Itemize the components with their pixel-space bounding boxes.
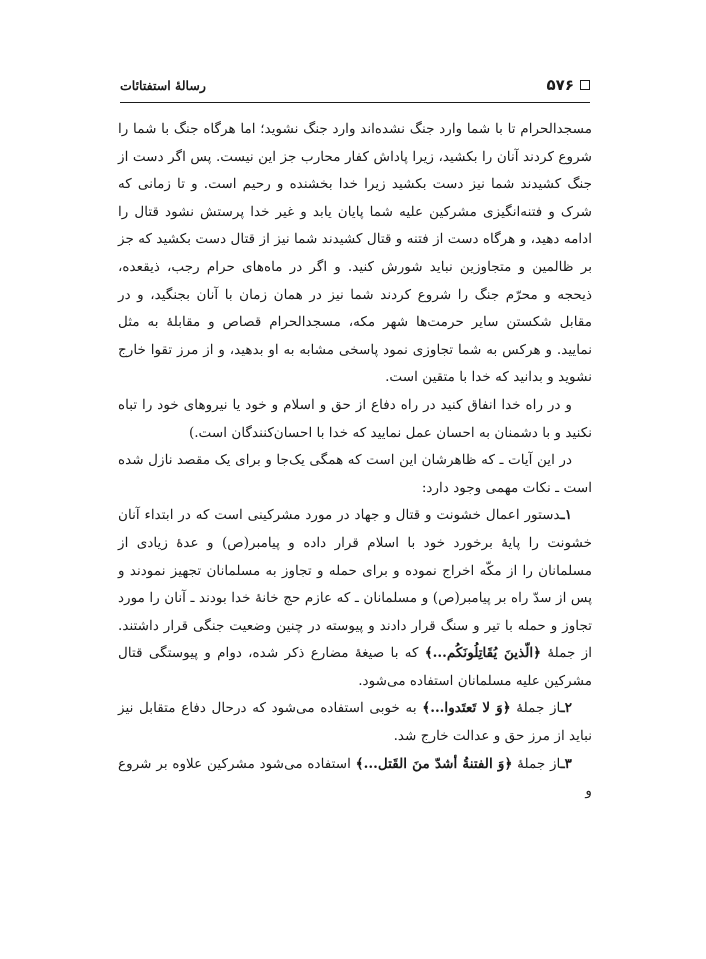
header-divider [120,102,590,103]
point-text: به خوبی استفاده می‌شود که درحال دفاع متقابل نیز نباید از مرز حق و عدالت خارج شد. [118,700,592,745]
point-one [118,502,592,695]
point-number: ۲ـ [560,700,572,717]
point-text: که با صیغهٔ مضارع ذکر شده، دوام و پیوستگی قتال مشرکین علیه مسلمانان استفاده می‌شود. [118,645,592,689]
quran-quote: ﴿وَ لا تَعتَدوا...﴾ [422,700,511,717]
paragraph-intro-points: در این آیات ـ که ظاهرشان این است که همگی یک‌جا و برای یک مقصد نازل شده است ـ نکات مهمی وجود دارد: [118,452,592,496]
paragraph-continued: مسجدالحرام تا با شما وارد جنگ نشده‌اند وارد جنگ نشوید؛ اما هرگاه جنگ با شما را شروع کردند آنان را بکشید، زیرا پاداش کفار محارب جز این نیست. پس اگر دست از جنگ کشیدند شما نیز دست بکشید زیرا خدا بخشنده و رحیم است. و تا زمانی که شرک و فتنه‌انگیزی مشرکین علیه شما پایان یابد و غیر خدا پرستش نشود قتال را ادامه دهید، و هرگاه دست از فتنه و قتال کشیدند شما نیز از قتال دست بکشید که جز بر ظالمین و متجاوزین نباید شورش کنید. و اگر در ماه‌های حرام رجب، ذیقعده، ذیحجه و محرّم جنگ را شروع کردند شما نیز در همان زمان با آنان بجنگید، و در مقابل شکستن سایر حرمت‌ها شهر مکه، مسجدالحرام قصاص و مقابلهٔ به مثل نمایید. و هرکس به شما تجاوزی نمود پاسخی مشابه به او بدهید، و از مرز تقوا خارج نشوید و بدانید که خدا با متقین است. [118,121,592,386]
page-header [120,74,590,98]
page-number: ۵۷۶ [546,76,574,94]
point-number: ۳ـ [560,755,572,772]
paragraph-infaq: و در راه خدا انفاق کنید در راه دفاع از حق و اسلام و خود یا نیروهای خود را تباه نکنید و با دشمنان به احسان عمل نمایید که خدا با احسان‌کنندگان است.) [118,396,592,441]
point-two [118,695,592,750]
point-text: دستور اعمال خشونت و قتال و جهاد در مورد مشرکینی است که در ابتداء آنان خشونت را پایهٔ برخورد خود با اسلام قرار داده و پیامبر(ص) و عدهٔ زیادی از مسلمانان را از مکّه اخراج نموده و برای حمله و تجاوز به مسلمانان تجهیز نمودند و پس از سدّ راه بر پیامبر(ص) و مسلمانان ـ که عازم حج خانهٔ خدا بودند ـ آنان را مورد تجاوز و حمله با تیر و سنگ قرار دادند و پیوسته در چنین وضعیت جنگی قرار داشتند. از جملهٔ [118,507,592,662]
quran-quote: ﴿الّذینَ یُقَاتِلُونَکُم...﴾ [424,645,542,662]
point-number: ۱ـ [560,507,572,524]
running-title: رسالهٔ استفتائات [120,78,206,93]
quran-quote: ﴿وَ الفتنةُ أشدّ منَ القَتل...﴾ [355,755,513,772]
point-text: از جملهٔ [512,755,561,772]
square-bullet-icon [580,80,590,90]
point-text: استفاده می‌شود مشرکین علاوه بر شروع و [118,755,592,800]
body-text [118,116,592,806]
page-number-group [547,76,590,94]
point-three [118,751,592,806]
point-text: از جملهٔ [510,700,561,717]
